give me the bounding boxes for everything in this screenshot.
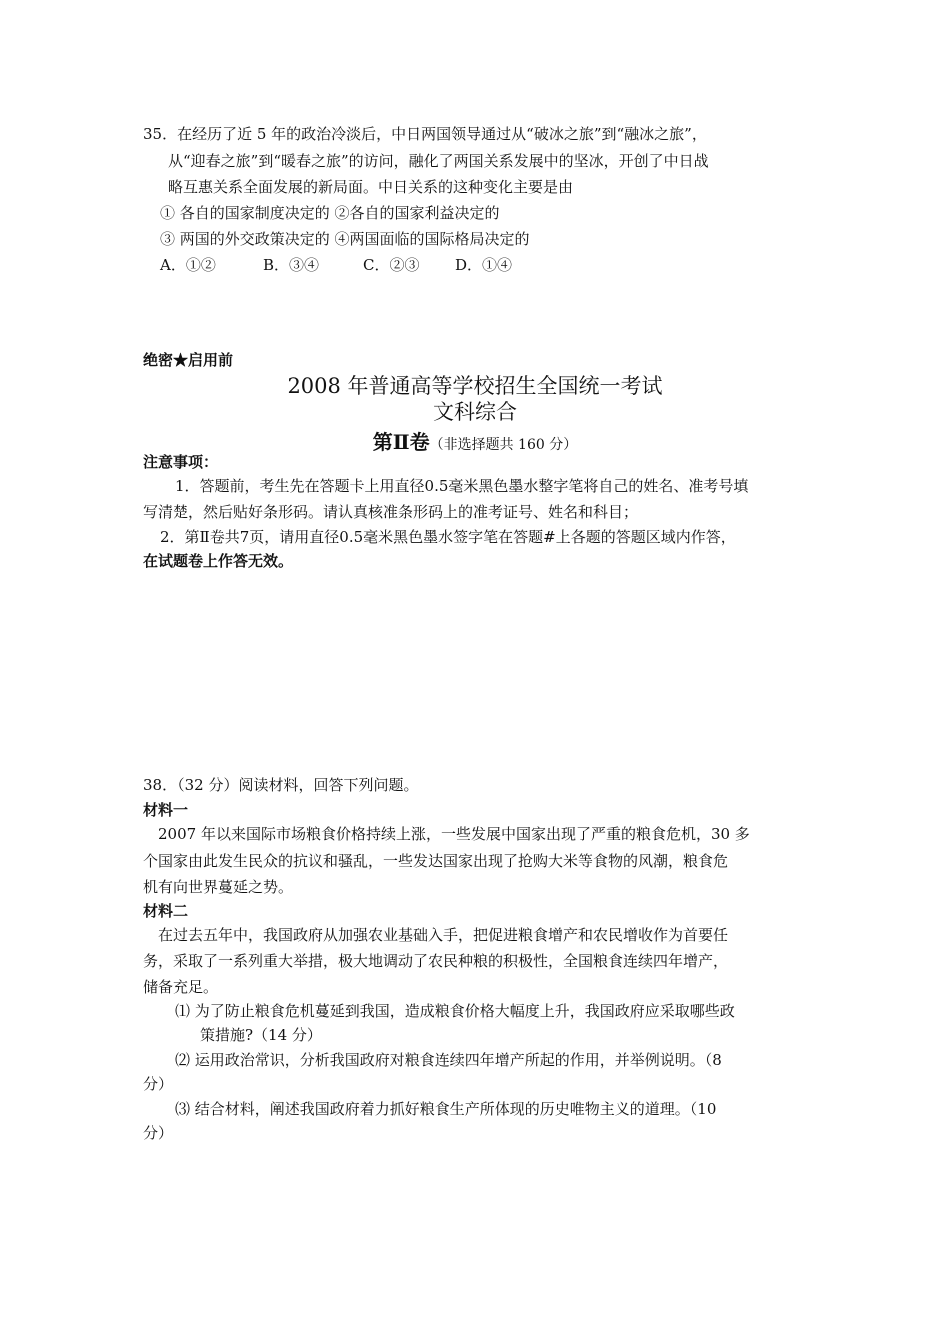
q38-stem: 38．（32 分）阅读材料，回答下列问题。 (143, 776, 419, 794)
notice-line-3: 2．第Ⅱ卷共7页，请用直径0.5毫米黑色墨水签字笔在答题#上各题的答题区域内作答， (160, 528, 736, 546)
material1-line-3: 机有向世界蔓延之势。 (143, 878, 294, 896)
q35-line-3: 略互惠关系全面发展的新局面。中日关系的这种变化主要是由 (168, 178, 574, 196)
exam-title: 2008 年普通高等学校招生全国统一考试 (287, 374, 663, 398)
secret-label: 绝密★启用前 (143, 351, 234, 369)
material2-line-1: 在过去五年中，我国政府从加强农业基础入手，把促进粮食增产和农民增收作为首要任 (158, 926, 729, 944)
q38-sub2-line-2: 分） (143, 1075, 174, 1093)
notice-heading: 注意事项： (143, 453, 219, 471)
notice-line-2: 写清楚，然后贴好条形码。请认真核准条形码上的准考证号、姓名和科目； (143, 503, 639, 521)
q35-option-b: B．③④ (263, 256, 320, 274)
notice-line-1: 1．答题前，考生先在答题卡上用直径0.5毫米黑色墨水整字笔将自己的姓名、准考号填 (175, 477, 749, 495)
material1-label: 材料一 (143, 801, 189, 819)
q38-sub3-line-1: ⑶ 结合材料，阐述我国政府着力抓好粮食生产所体现的历史唯物主义的道理。（10 (175, 1100, 717, 1118)
q35-option-d: D．①④ (455, 256, 513, 274)
material1-line-1: 2007 年以来国际市场粮食价格持续上涨，一些发展中国家出现了严重的粮食危机，30 多 (158, 825, 750, 843)
notice-bold-line: 在试题卷上作答无效。 (143, 552, 294, 570)
section-note: （非选择题共 160 分） (429, 437, 578, 453)
material2-line-3: 储备充足。 (143, 978, 219, 996)
exam-subject: 文科综合 (433, 400, 517, 424)
q35-line-1: 35．在经历了近 5 年的政治冷淡后，中日两国领导通过从“破冰之旅”到“融冰之旅”， (143, 125, 707, 143)
q38-sub1-line-2: 策措施?（14 分） (200, 1026, 322, 1044)
q35-line-2: 从“迎春之旅”到“暖春之旅”的访问，融化了两国关系发展中的坚冰，开创了中日战 (168, 152, 709, 170)
q35-options (160, 255, 512, 275)
material2-line-2: 务，采取了一系列重大举措，极大地调动了农民种粮的积极性，全国粮食连续四年增产， (143, 952, 729, 970)
q35-item-2: ③ 两国的外交政策决定的 ④两国面临的国际格局决定的 (160, 230, 530, 248)
paper-section-title (0, 426, 950, 455)
q38-sub3-line-2: 分） (143, 1124, 174, 1142)
material1-line-2: 个国家由此发生民众的抗议和骚乱，一些发达国家出现了抢购大米等食物的风潮，粮食危 (143, 852, 729, 870)
q38-sub1-line-1: ⑴ 为了防止粮食危机蔓延到我国，造成粮食价格大幅度上升，我国政府应采取哪些政 (175, 1002, 735, 1020)
q35-option-c: C．②③ (363, 256, 420, 274)
section-name: 第Ⅱ卷 (372, 430, 430, 454)
material2-label: 材料二 (143, 902, 189, 920)
q38-sub2-line-1: ⑵ 运用政治常识，分析我国政府对粮食连续四年增产所起的作用，并举例说明。（8 (175, 1051, 722, 1069)
q35-option-a: A．①② (160, 256, 216, 274)
q35-item-1: ① 各自的国家制度决定的 ②各自的国家利益决定的 (160, 204, 500, 222)
